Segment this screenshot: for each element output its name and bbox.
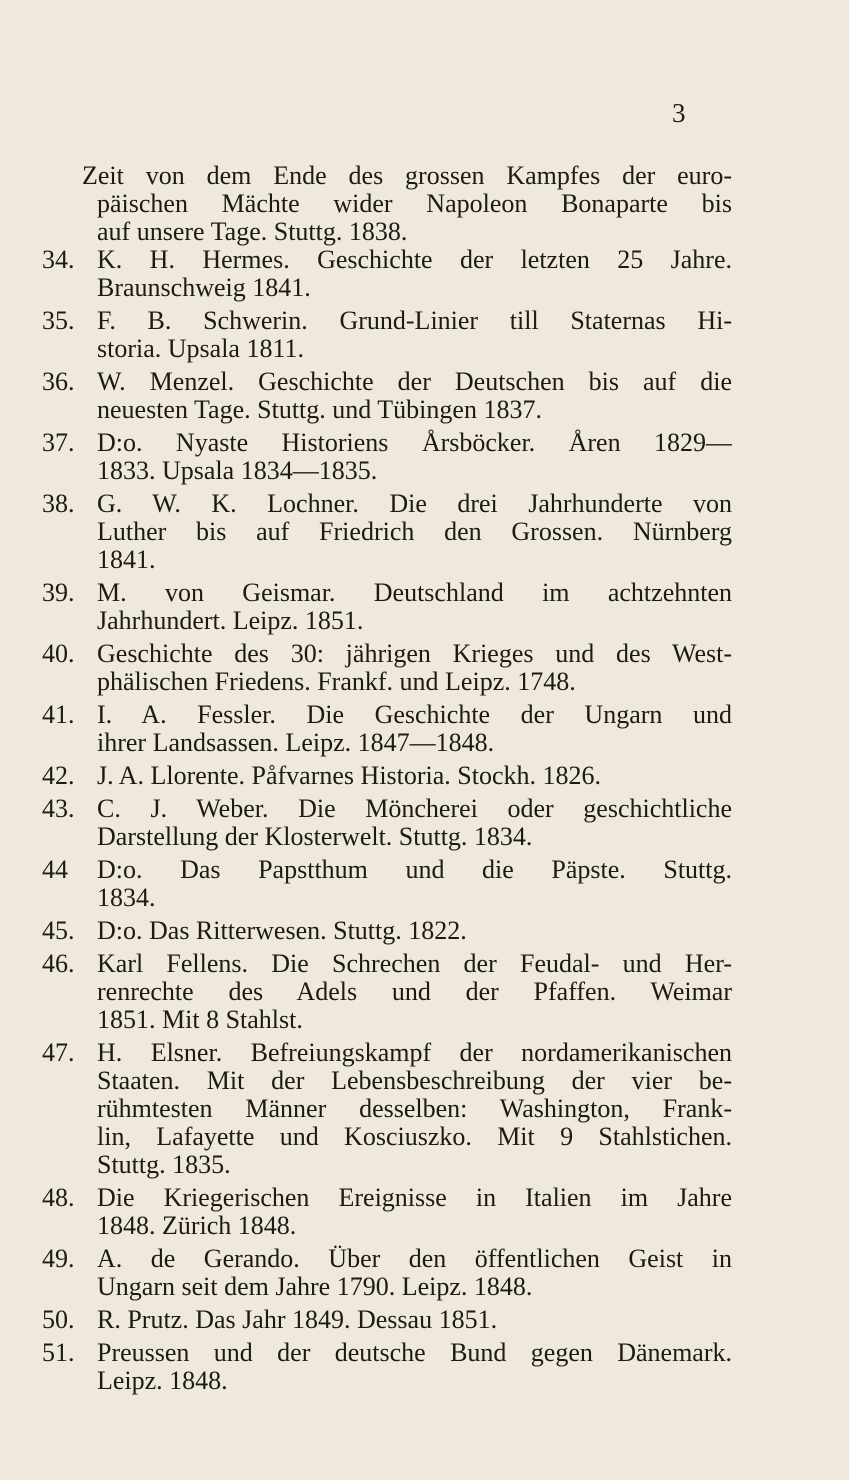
entry-number: 51. xyxy=(42,1338,75,1367)
bibliography-entry xyxy=(42,579,732,635)
entry-line: W. Menzel. Geschichte der Deutschen bis auf die xyxy=(97,368,732,396)
entry-line: rühmtesten Männer desselben: Washington, Frank- xyxy=(97,1095,732,1123)
entry-line: neuesten Tage. Stuttg. und Tübingen 1837. xyxy=(97,395,542,424)
entry-number: 47. xyxy=(42,1038,75,1067)
entry-line: renrechte des Adels und der Pfaffen. Weimar xyxy=(97,978,732,1006)
bibliography-entry xyxy=(42,1306,732,1334)
entry-line: storia. Upsala 1811. xyxy=(97,334,304,363)
entry-line: J. A. Llorente. Påfvarnes Historia. Stockh. 1826. xyxy=(97,761,602,790)
entry-list xyxy=(42,246,732,1400)
entry-number: 48. xyxy=(42,1183,75,1212)
entry-line: M. von Geismar. Deutschland im achtzehnten xyxy=(97,579,732,607)
entry-number: 43. xyxy=(42,794,75,823)
bibliography-entry xyxy=(42,368,732,424)
entry-line: Jahrhundert. Leipz. 1851. xyxy=(97,606,364,635)
entry-line: D:o. Das Ritterwesen. Stuttg. 1822. xyxy=(97,916,467,945)
entry-line: H. Elsner. Befreiungskampf der nordamerikanischen xyxy=(97,1039,732,1067)
entry-number: 42. xyxy=(42,761,75,790)
bibliography-entry xyxy=(42,1339,732,1395)
bibliography-list xyxy=(42,162,732,1400)
bibliography-entry xyxy=(42,762,732,790)
entry-line: Karl Fellens. Die Schrechen der Feudal- und Her- xyxy=(97,950,732,978)
bibliography-entry xyxy=(42,701,732,757)
entry-line: Geschichte des 30: jährigen Krieges und des West- xyxy=(97,640,732,668)
intro-line: auf unsere Tage. Stuttg. 1838. xyxy=(97,217,408,246)
intro-line: päischen Mächte wider Napoleon Bonaparte bis xyxy=(97,190,732,218)
entry-number: 50. xyxy=(42,1305,75,1334)
entry-number: 44 xyxy=(42,855,68,884)
entry-line: Die Kriegerischen Ereignisse in Italien im Jahre xyxy=(97,1184,732,1212)
entry-line: 1851. Mit 8 Stahlst. xyxy=(97,1005,303,1034)
bibliography-entry xyxy=(42,640,732,696)
entry-number: 49. xyxy=(42,1244,75,1273)
entry-number: 39. xyxy=(42,578,75,607)
entry-number: 36. xyxy=(42,367,75,396)
entry-number: 37. xyxy=(42,428,75,457)
bibliography-entry xyxy=(42,490,732,574)
entry-line: Darstellung der Klosterwelt. Stuttg. 1834. xyxy=(97,822,533,851)
entry-number: 38. xyxy=(42,489,75,518)
entry-line: D:o. Das Papstthum und die Päpste. Stuttg. xyxy=(97,856,732,884)
entry-line: 1834. xyxy=(97,883,156,912)
entry-line: 1841. xyxy=(97,545,156,574)
entry-number: 34. xyxy=(42,245,75,274)
entry-number: 41. xyxy=(42,700,75,729)
entry-line: lin, Lafayette und Kosciuszko. Mit 9 Stahlstichen. xyxy=(97,1123,732,1151)
entry-line: G. W. K. Lochner. Die drei Jahrhunderte von xyxy=(97,490,732,518)
bibliography-entry xyxy=(42,1039,732,1179)
entry-line: R. Prutz. Das Jahr 1849. Dessau 1851. xyxy=(97,1305,498,1334)
bibliography-entry xyxy=(42,246,732,302)
bibliography-entry xyxy=(42,856,732,912)
entry-line: A. de Gerando. Über den öffentlichen Geist in xyxy=(97,1245,732,1273)
entry-line: Braunschweig 1841. xyxy=(97,273,311,302)
entry-line: K. H. Hermes. Geschichte der letzten 25 Jahre. xyxy=(97,246,732,274)
bibliography-entry xyxy=(42,950,732,1034)
entry-line: Staaten. Mit der Lebensbeschreibung der vier be- xyxy=(97,1067,732,1095)
bibliography-entry xyxy=(42,307,732,363)
intro-line: Zeit von dem Ende des grossen Kampfes der euro- xyxy=(82,162,732,190)
bibliography-entry xyxy=(42,429,732,485)
bibliography-entry xyxy=(42,917,732,945)
entry-line: Luther bis auf Friedrich den Grossen. Nürnberg xyxy=(97,518,732,546)
entry-line: I. A. Fessler. Die Geschichte der Ungarn und xyxy=(97,701,732,729)
entry-line: D:o. Nyaste Historiens Årsböcker. Åren 1829— xyxy=(97,429,732,457)
entry-line: 1848. Zürich 1848. xyxy=(97,1211,297,1240)
entry-number: 35. xyxy=(42,306,75,335)
bibliography-entry xyxy=(42,795,732,851)
entry-line: Preussen und der deutsche Bund gegen Dänemark. xyxy=(97,1339,732,1367)
entry-line: Stuttg. 1835. xyxy=(97,1150,231,1179)
entry-line: 1833. Upsala 1834—1835. xyxy=(97,456,378,485)
page-number: 3 xyxy=(672,98,686,128)
entry-number: 46. xyxy=(42,949,75,978)
entry-line: ihrer Landsassen. Leipz. 1847—1848. xyxy=(97,728,495,757)
bibliography-entry xyxy=(42,1245,732,1301)
entry-line: Leipz. 1848. xyxy=(97,1366,228,1395)
bibliography-entry xyxy=(42,1184,732,1240)
entry-line: C. J. Weber. Die Möncherei oder geschichtliche xyxy=(97,795,732,823)
intro-entry xyxy=(42,162,732,246)
entry-line: Ungarn seit dem Jahre 1790. Leipz. 1848. xyxy=(97,1272,533,1301)
entry-number: 40. xyxy=(42,639,75,668)
entry-line: F. B. Schwerin. Grund-Linier till Staternas Hi- xyxy=(97,307,732,335)
entry-line: phälischen Friedens. Frankf. und Leipz. 1748. xyxy=(97,667,576,696)
entry-number: 45. xyxy=(42,916,75,945)
